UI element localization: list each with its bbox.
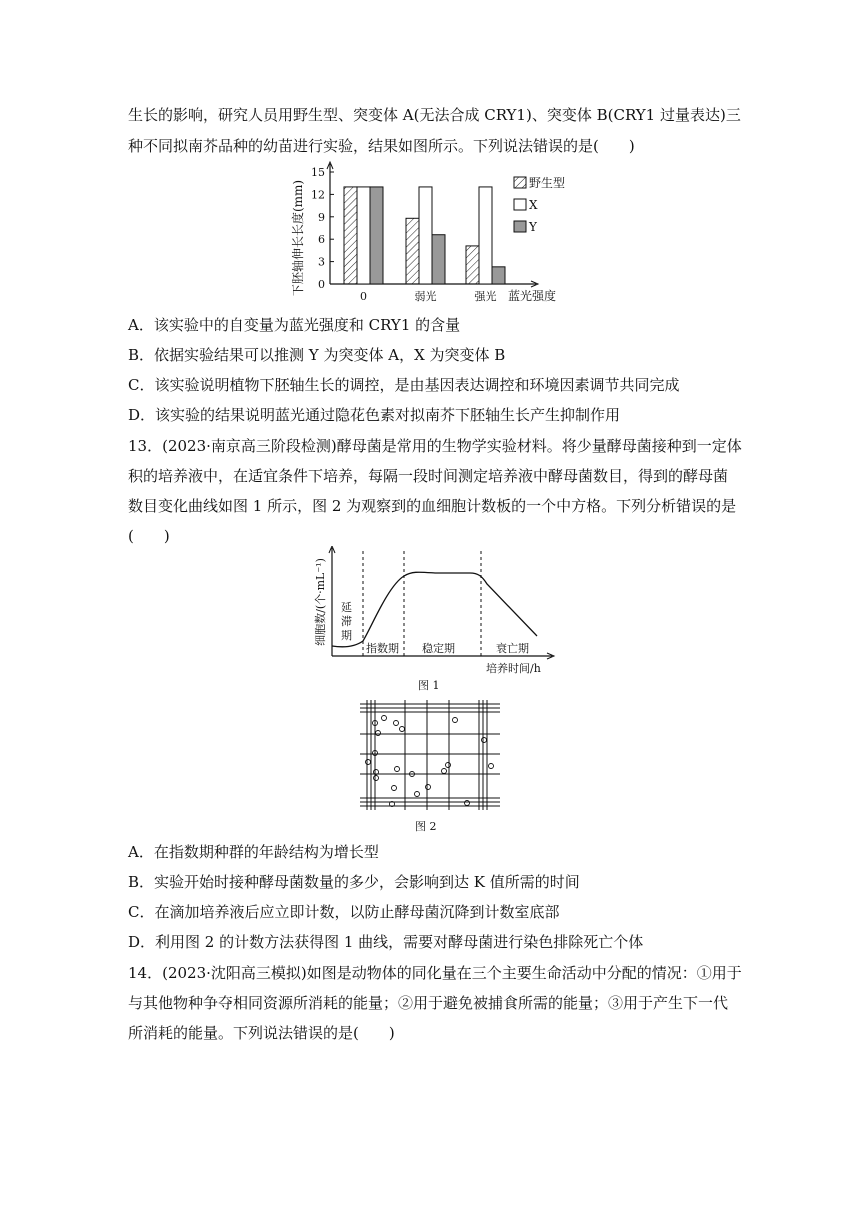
bar-chart — [288, 160, 573, 305]
q13-option-a: A．在指数期种群的年龄结构为增长型 — [128, 843, 379, 861]
svg-text:期: 期 — [341, 629, 352, 642]
q13-option-b: B．实验开始时接种酵母菌数量的多少，会影响到达 K 值所需的时间 — [128, 873, 580, 891]
q12-option-d: D．该实验的结果说明蓝光通过隐花色素对拟南芥下胚轴生长产生抑制作用 — [128, 406, 621, 424]
growth-ylabel: 细胞数/(个·mL⁻¹) — [314, 558, 327, 646]
phase-lag-label — [341, 601, 352, 642]
bar-chart-xlabel: 蓝光强度 — [508, 289, 557, 303]
bar-y-0 — [370, 187, 383, 284]
yeast-cell — [489, 764, 494, 769]
bar-ytick-label: 12 — [311, 188, 325, 202]
q14-line-3: 所消耗的能量。下列说法错误的是( ) — [128, 1024, 395, 1042]
yeast-cell — [374, 776, 379, 781]
q14-line-1: 14．(2023·沈阳高三模拟)如图是动物体的同化量在三个主要生命活动中分配的情况：①用于 — [128, 964, 742, 982]
bar-y-2 — [492, 267, 505, 284]
yeast-cell — [453, 718, 458, 723]
bar-category-label: 强光 — [474, 290, 497, 303]
legend-swatch — [514, 221, 526, 232]
yeast-cell — [366, 760, 371, 765]
bar-ytick-label: 9 — [318, 210, 325, 224]
bar-x-0 — [357, 187, 370, 284]
yeast-cell — [392, 786, 397, 791]
bar-chart-ylabel: 下胚轴伸长长度(mm) — [291, 179, 305, 297]
q13-line-1: 13．(2023·南京高三阶段检测)酵母菌是常用的生物学实验材料。将少量酵母菌接种到一定体 — [128, 437, 742, 455]
bar-x-1 — [419, 187, 432, 284]
yeast-cell — [465, 801, 470, 806]
legend-swatch — [514, 177, 526, 188]
growth-curve-chart — [300, 546, 560, 691]
intro-line-1: 生长的影响，研究人员用野生型、突变体 A(无法合成 CRY1)、突变体 B(CRY1 过量表达)三 — [128, 106, 741, 124]
yeast-cell — [415, 792, 420, 797]
legend-label: Y — [529, 220, 537, 234]
bar-ytick-label: 15 — [311, 166, 325, 179]
hemocytometer-grid — [355, 696, 505, 836]
svg-text:延: 延 — [341, 601, 352, 614]
phase-exponential: 指数期 — [366, 642, 399, 655]
yeast-cell — [395, 767, 400, 772]
legend-label: 野生型 — [529, 176, 566, 190]
yeast-cell — [442, 769, 447, 774]
bar-wild-type-2 — [466, 246, 479, 284]
q12-option-a: A．该实验中的自变量为蓝光强度和 CRY1 的含量 — [128, 316, 461, 334]
bar-wild-type-1 — [406, 218, 419, 284]
q12-option-c: C．该实验说明植物下胚轴生长的调控，是由基因表达调控和环境因素调节共同完成 — [128, 376, 680, 394]
figure1-caption: 图 1 — [418, 679, 440, 691]
q13-line-4: ( ) — [128, 527, 170, 545]
yeast-cell — [382, 716, 387, 721]
q14-line-2: 与其他物种争夺相同资源所消耗的能量；②用于避免被捕食所需的能量；③用于产生下一代 — [128, 994, 729, 1012]
q13-option-d: D．利用图 2 的计数方法获得图 1 曲线，需要对酵母菌进行染色排除死亡个体 — [128, 933, 644, 951]
yeast-cell — [482, 738, 487, 743]
legend-swatch — [514, 199, 526, 210]
bar-chart-bars — [344, 187, 505, 284]
bar-wild-type-0 — [344, 187, 357, 284]
yeast-cell — [376, 731, 381, 736]
growth-xlabel: 培养时间/h — [486, 662, 541, 675]
yeast-cell — [400, 727, 405, 732]
q12-option-b: B．依据实验结果可以推测 Y 为突变体 A，X 为突变体 B — [128, 346, 506, 364]
yeast-cell — [394, 721, 399, 726]
yeast-cell — [446, 763, 451, 768]
q13-option-c: C．在滴加培养液后应立即计数，以防止酵母菌沉降到计数室底部 — [128, 903, 560, 921]
bar-y-1 — [432, 235, 445, 284]
yeast-cell — [426, 785, 431, 790]
q13-line-2: 积的培养液中，在适宜条件下培养，每隔一段时间测定培养液中酵母菌数目，得到的酵母菌 — [128, 467, 729, 485]
phase-stationary: 稳定期 — [422, 642, 455, 655]
phase-decline: 衰亡期 — [496, 642, 529, 655]
bar-ytick-label: 6 — [318, 233, 325, 247]
legend-label: X — [529, 198, 538, 212]
intro-line-2: 种不同拟南芥品种的幼苗进行实验，结果如图所示。下列说法错误的是( ) — [128, 137, 635, 155]
bar-ytick-label: 0 — [318, 278, 325, 291]
bar-category-label: 弱光 — [414, 290, 437, 303]
figure2-caption: 图 2 — [415, 820, 437, 833]
bar-chart-legend — [514, 175, 565, 234]
bar-ytick-label: 3 — [318, 255, 325, 269]
q13-line-3: 数目变化曲线如图 1 所示，图 2 为观察到的血细胞计数板的一个中方格。下列分析错误的是 — [128, 497, 737, 515]
bar-category-label: 0 — [360, 290, 367, 303]
svg-text:滞: 滞 — [341, 615, 352, 628]
bar-x-2 — [479, 187, 492, 284]
